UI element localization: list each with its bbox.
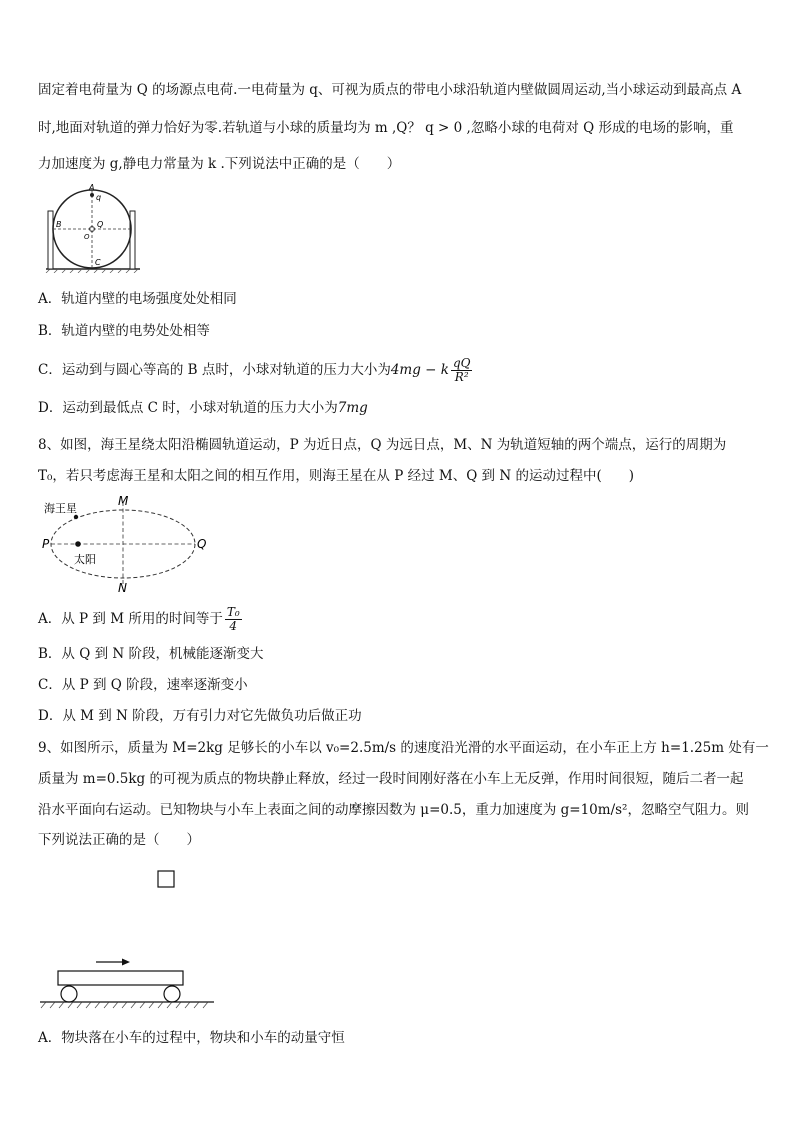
label-A: A [89, 183, 95, 192]
cart [58, 971, 183, 985]
label-B: B [56, 220, 62, 229]
cart-block-figure [38, 866, 218, 1016]
q9-stem-line-2: 质量为 m=0.5kg 的可视为质点的物块静止释放，经过一段时间刚好落在小车上无反弹，作用时间很短，随后二者一起 [38, 771, 744, 787]
label-Q: Q [97, 220, 104, 229]
fraction-numerator: qQ [452, 356, 471, 370]
label-Q: Q [197, 537, 207, 551]
q8-option-a-text: A．从 P 到 M 所用的时间等于 [38, 611, 223, 627]
q7-option-c-fraction [451, 357, 473, 384]
q9-stem-line-1: 9、如图所示，质量为 M=2kg 足够长的小车以 v₀=2.5m/s 的速度沿光滑的水平面运动，在小车正上方 h=1.25m 处有一 [38, 740, 769, 756]
label-C: C [95, 258, 101, 267]
q8-option-a [38, 606, 244, 633]
q8-option-d: D．从 M 到 N 阶段，万有引力对它先做负功后做正功 [38, 708, 362, 724]
wheel-right [164, 986, 180, 1002]
q8-option-b: B．从 Q 到 N 阶段，机械能逐渐变大 [38, 646, 264, 662]
fraction-denominator: R² [454, 370, 469, 384]
label-N: N [118, 581, 127, 595]
q8-option-a-fraction [225, 606, 242, 633]
q7-stem-line-1: 固定着电荷量为 Q 的场源点电荷.一电荷量为 q、可视为质点的带电小球沿轨道内壁做圆周运动,当小球运动到最高点 A [38, 82, 742, 98]
q7-option-d [38, 399, 368, 417]
q8-option-c: C．从 P 到 Q 阶段，速率逐渐变小 [38, 677, 248, 693]
q8-stem-line-2: T₀，若只考虑海王星和太阳之间的相互作用，则海王星在从 P 经过 M、Q 到 N 的运动过程中( ) [38, 468, 634, 484]
label-O: O [84, 233, 90, 241]
label-M: M [118, 494, 129, 508]
q9-stem-line-3: 沿水平面向右运动。已知物块与小车上表面之间的动摩擦因数为 μ=0.5，重力加速度为 g=10m/s²，忽略空气阻力。则 [38, 802, 749, 818]
q7-stem-line-2: 时,地面对轨道的弹力恰好为零.若轨道与小球的质量均为 m ,Q？ q > 0 ,忽略小球的电荷对 Q 形成的电场的影响，重 [38, 120, 734, 136]
q7-stem-line-3: 力加速度为 g,静电力常量为 k .下列说法中正确的是（ ） [38, 156, 401, 172]
label-sun: 太阳 [74, 553, 96, 566]
fraction-numerator: T₀ [226, 605, 240, 619]
q7-option-d-text: D．运动到最低点 C 时，小球对轨道的压力大小为 [38, 400, 338, 416]
circular-track-figure [40, 183, 150, 273]
q7-option-d-expr: 7mg [337, 400, 368, 416]
q7-option-b: B．轨道内壁的电势处处相等 [38, 323, 210, 339]
block [158, 871, 174, 887]
label-q: q [96, 193, 102, 202]
q9-stem-line-4: 下列说法正确的是（ ） [38, 832, 200, 848]
label-P: P [42, 537, 50, 551]
label-neptune: 海王星 [44, 502, 77, 515]
q7-option-c-text: C．运动到与圆心等高的 B 点时，小球对轨道的压力大小为 [38, 362, 391, 378]
q8-stem-line-1: 8、如图，海王星绕太阳沿椭圆轨道运动，P 为近日点，Q 为远日点，M、N 为轨道短轴的两个端点，运行的周期为 [38, 437, 727, 453]
q7-option-c [38, 357, 474, 384]
q7-option-a: A．轨道内壁的电场强度处处相同 [38, 291, 237, 307]
ellipse-orbit-figure [40, 490, 220, 595]
wheel-left [61, 986, 77, 1002]
q7-option-c-expr: 4mg − k [390, 362, 449, 378]
q9-option-a: A．物块落在小车的过程中，物块和小车的动量守恒 [38, 1030, 345, 1046]
fraction-denominator: 4 [229, 619, 238, 633]
